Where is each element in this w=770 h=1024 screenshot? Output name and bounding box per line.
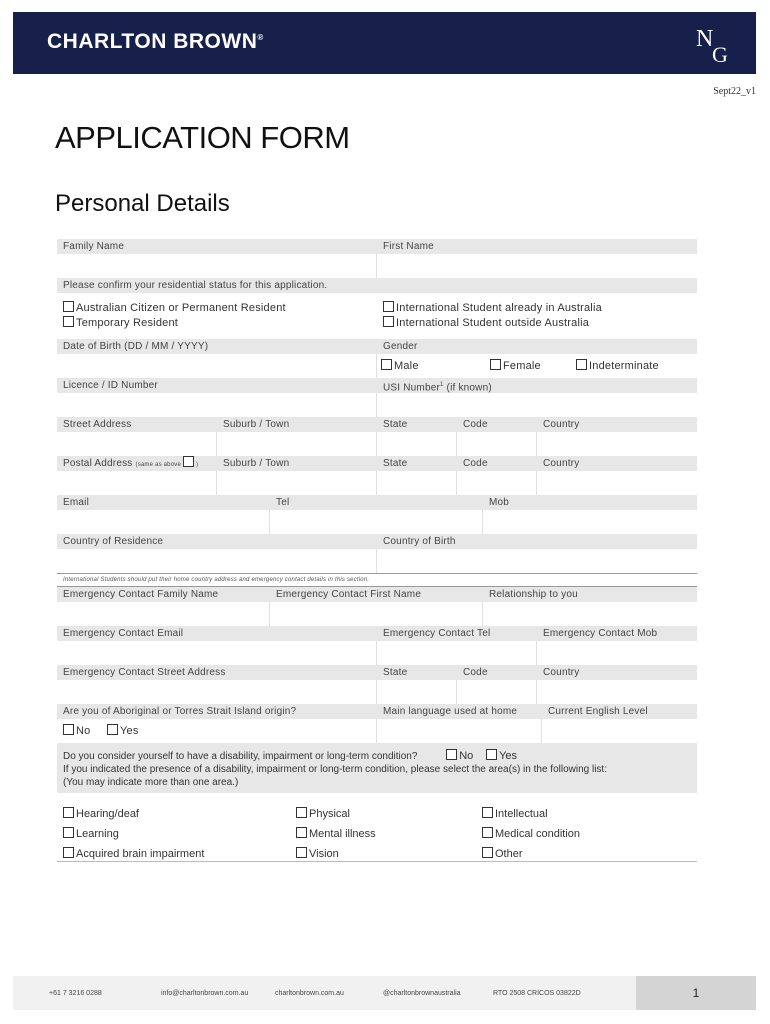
international-note: International Students should put their home country address and emergency contact details in this section. — [63, 577, 370, 583]
ec-relationship-input[interactable] — [483, 602, 697, 626]
email-input[interactable] — [57, 510, 270, 534]
checkbox-icon[interactable] — [63, 316, 74, 327]
checkbox-icon[interactable] — [63, 807, 74, 818]
disability-medical-option[interactable]: Medical condition — [482, 827, 580, 840]
usi-input[interactable] — [377, 393, 697, 417]
ec-code-label: Code — [457, 665, 537, 680]
street-address-label: Street Address — [57, 417, 217, 432]
monogram-logo-icon — [692, 20, 738, 66]
state-input[interactable] — [377, 432, 457, 456]
disability-intellectual-option[interactable]: Intellectual — [482, 807, 548, 820]
main-language-label: Main language used at home — [377, 704, 542, 719]
page-footer — [13, 976, 756, 1010]
ec-mob-input[interactable] — [537, 641, 697, 665]
page-number: 1 — [636, 976, 756, 1010]
aboriginal-no-option[interactable]: No — [63, 724, 90, 737]
ec-email-label: Emergency Contact Email — [57, 626, 377, 641]
page-header — [13, 12, 756, 74]
disability-instructions-note: (You may indicate more than one area.) — [63, 777, 239, 788]
disability-instructions: If you indicated the presence of a disability, impairment or long-term condition, please select the area(s) in the following list: — [63, 764, 607, 775]
checkbox-icon[interactable] — [63, 301, 74, 312]
aboriginal-yes-option[interactable]: Yes — [107, 724, 139, 737]
version-label: Sept22_v1 — [713, 86, 756, 97]
ec-first-label: Emergency Contact First Name — [270, 587, 483, 602]
suburb-input[interactable] — [217, 432, 377, 456]
usi-label: USI Number$^1$ (if known) — [377, 378, 697, 393]
postal-address-input[interactable] — [57, 471, 217, 495]
postal-suburb-input[interactable] — [217, 471, 377, 495]
checkbox-icon[interactable] — [576, 359, 587, 370]
page-title: APPLICATION FORM — [55, 120, 350, 155]
ec-family-label: Emergency Contact Family Name — [57, 587, 270, 602]
checkbox-icon[interactable] — [296, 827, 307, 838]
disability-physical-option[interactable]: Physical — [296, 807, 350, 820]
checkbox-icon[interactable] — [383, 301, 394, 312]
disability-no-option[interactable]: No — [446, 750, 473, 762]
country-label: Country — [537, 417, 697, 432]
ec-state-label: State — [377, 665, 457, 680]
ec-mob-label: Emergency Contact Mob — [537, 626, 697, 641]
disability-hearing-option[interactable]: Hearing/deaf — [63, 807, 139, 820]
gender-female-option[interactable]: Female — [490, 359, 541, 372]
postal-country-input[interactable] — [537, 471, 697, 495]
aboriginal-label: Are you of Aboriginal or Torres Strait Island origin? — [57, 704, 377, 719]
ec-tel-input[interactable] — [377, 641, 537, 665]
disability-areas — [57, 793, 697, 861]
footer-website: charltonbrown.com.au — [275, 990, 344, 997]
residency-prompt: Please confirm your residential status for this application. — [57, 278, 697, 293]
checkbox-icon[interactable] — [446, 749, 457, 760]
disability-brain-option[interactable]: Acquired brain impairment — [63, 847, 204, 860]
dob-input[interactable] — [57, 354, 377, 378]
checkbox-icon[interactable] — [482, 807, 493, 818]
ec-email-input[interactable] — [57, 641, 377, 665]
licence-input[interactable] — [57, 393, 377, 417]
ec-country-input[interactable] — [537, 680, 697, 704]
country-input[interactable] — [537, 432, 697, 456]
svg-text:N: N — [696, 26, 714, 52]
tel-label: Tel — [270, 495, 483, 510]
footer-social: @charltonbrownaustralia — [383, 990, 461, 997]
state-label: State — [377, 417, 457, 432]
ec-code-input[interactable] — [457, 680, 537, 704]
brand-mark: ® — [257, 33, 264, 42]
brand-logo — [47, 30, 264, 54]
ec-first-input[interactable] — [270, 602, 483, 626]
country-birth-label: Country of Birth — [377, 534, 697, 549]
ec-state-input[interactable] — [377, 680, 457, 704]
postal-country-label: Country — [537, 456, 697, 471]
residency-option-temporary[interactable]: Temporary Resident — [63, 316, 377, 329]
disability-learning-option[interactable]: Learning — [63, 827, 119, 840]
checkbox-icon[interactable] — [383, 316, 394, 327]
first-name-label: First Name — [377, 239, 697, 254]
brand-name: CHARLTON BROWN — [47, 30, 258, 53]
mob-label: Mob — [483, 495, 697, 510]
checkbox-icon[interactable] — [63, 724, 74, 735]
disability-vision-option[interactable]: Vision — [296, 847, 339, 860]
main-language-input[interactable] — [377, 719, 542, 743]
postal-state-label: State — [377, 456, 457, 471]
same-as-above-checkbox-icon[interactable] — [183, 456, 194, 467]
country-residence-input[interactable] — [57, 549, 377, 573]
personal-details-form — [57, 239, 697, 862]
postal-suburb-label: Suburb / Town — [217, 456, 377, 471]
checkbox-icon[interactable] — [107, 724, 118, 735]
gender-indeterminate-option[interactable]: Indeterminate — [576, 359, 659, 372]
gender-male-option[interactable]: Male — [381, 359, 419, 372]
disability-mental-illness-option[interactable]: Mental illness — [296, 827, 376, 840]
dob-label: Date of Birth (DD / MM / YYYY) — [57, 339, 377, 354]
postal-state-input[interactable] — [377, 471, 457, 495]
residency-option-intl-in-australia[interactable]: International Student already in Australia — [383, 301, 697, 314]
svg-text:G: G — [712, 42, 728, 66]
checkbox-icon[interactable] — [63, 827, 74, 838]
aboriginal-options — [57, 719, 377, 743]
checkbox-icon[interactable] — [381, 359, 392, 370]
family-name-input[interactable] — [57, 254, 377, 278]
section-title: Personal Details — [55, 190, 230, 217]
residency-option-citizen[interactable]: Australian Citizen or Permanent Resident — [63, 301, 377, 314]
postal-code-input[interactable] — [457, 471, 537, 495]
checkbox-icon[interactable] — [486, 749, 497, 760]
ec-relationship-label: Relationship to you — [483, 587, 697, 602]
disability-question: Do you consider yourself to have a disability, impairment or long-term condition? No Yes — [63, 750, 518, 762]
gender-options — [377, 354, 697, 378]
tel-input[interactable] — [270, 510, 483, 534]
gender-label: Gender — [377, 339, 697, 354]
checkbox-icon[interactable] — [63, 847, 74, 858]
postal-code-label: Code — [457, 456, 537, 471]
country-birth-input[interactable] — [377, 549, 697, 573]
checkbox-icon[interactable] — [482, 847, 493, 858]
disability-yes-option[interactable]: Yes — [486, 750, 517, 762]
code-input[interactable] — [457, 432, 537, 456]
first-name-input[interactable] — [377, 254, 697, 278]
checkbox-icon[interactable] — [482, 827, 493, 838]
ec-family-input[interactable] — [57, 602, 270, 626]
mob-input[interactable] — [483, 510, 697, 534]
licence-label: Licence / ID Number — [57, 378, 377, 393]
checkbox-icon[interactable] — [490, 359, 501, 370]
postal-address-label: Postal Address (same as above ) — [57, 456, 217, 471]
footer-email: info@charltonbrown.com.au — [161, 990, 249, 997]
checkbox-icon[interactable] — [296, 847, 307, 858]
disability-other-option[interactable]: Other — [482, 847, 523, 860]
disability-question-block — [57, 743, 697, 793]
residency-option-intl-outside[interactable]: International Student outside Australia — [383, 316, 697, 329]
english-level-input[interactable] — [542, 719, 697, 743]
footer-phone: +61 7 3216 0288 — [49, 990, 102, 997]
ec-tel-label: Emergency Contact Tel — [377, 626, 537, 641]
ec-street-label: Emergency Contact Street Address — [57, 665, 377, 680]
family-name-label: Family Name — [57, 239, 377, 254]
english-level-label: Current English Level — [542, 704, 697, 719]
ec-street-input[interactable] — [57, 680, 377, 704]
country-residence-label: Country of Residence — [57, 534, 377, 549]
footer-rto: RTO 2508 CRICOS 03822D — [493, 990, 581, 997]
code-label: Code — [457, 417, 537, 432]
suburb-label: Suburb / Town — [217, 417, 377, 432]
street-address-input[interactable] — [57, 432, 217, 456]
ec-country-label: Country — [537, 665, 697, 680]
checkbox-icon[interactable] — [296, 807, 307, 818]
email-label: Email — [57, 495, 270, 510]
